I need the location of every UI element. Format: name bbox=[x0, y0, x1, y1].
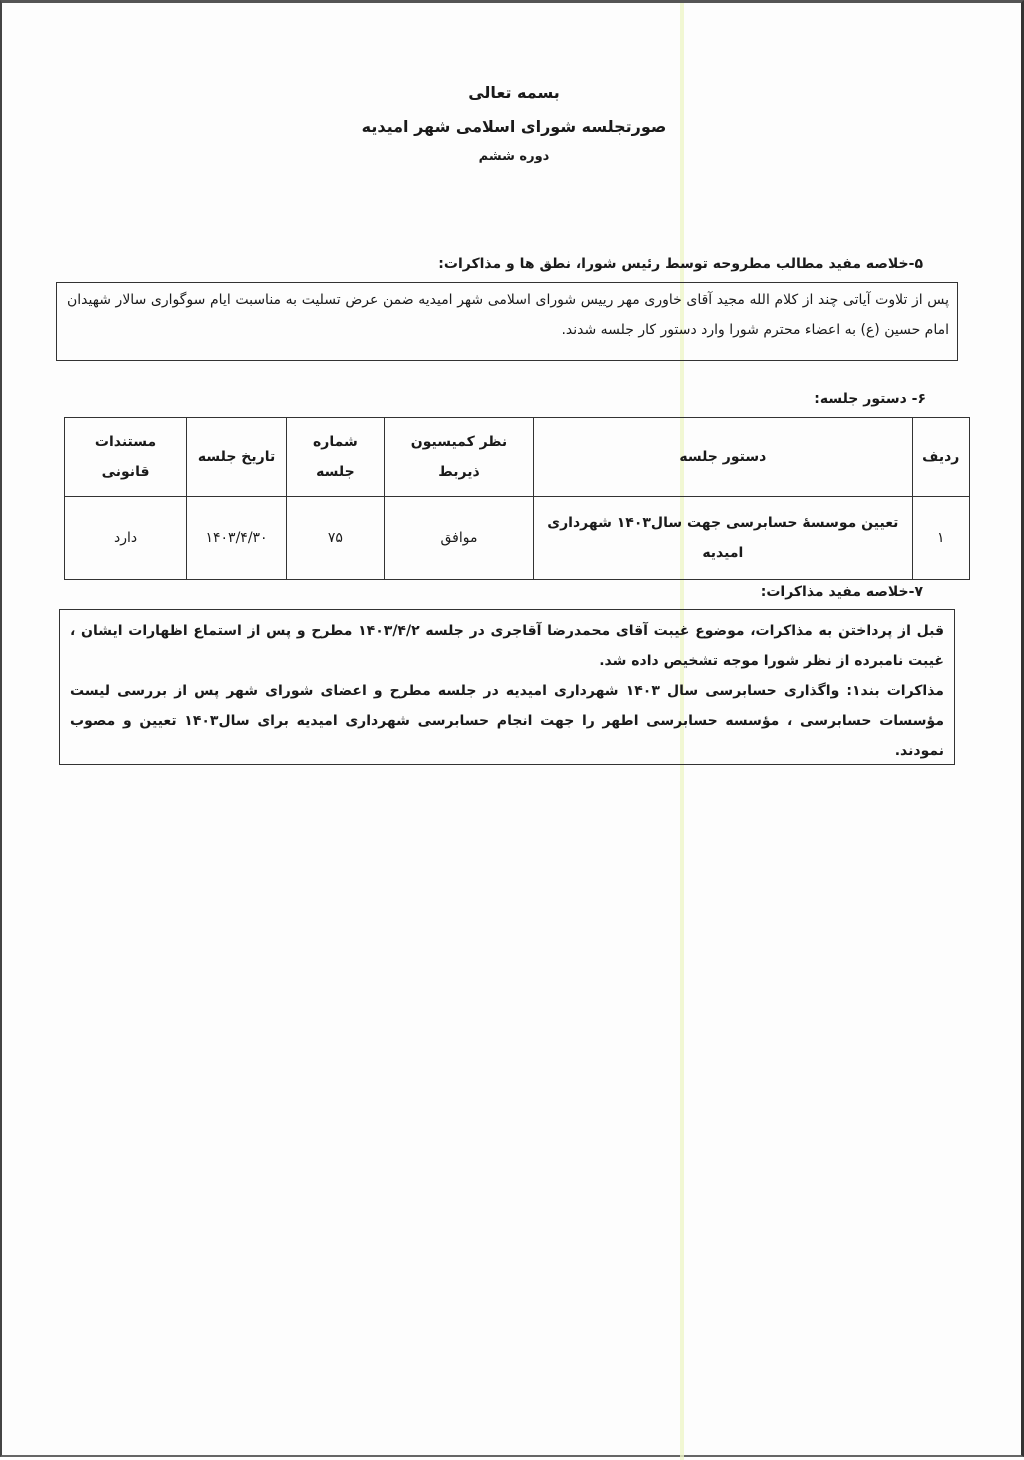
section7-para1: قبل از پرداختن به مذاکرات، موضوع غیبت آقای محمدرضا آقاجری در جلسه ۱۴۰۳/۴/۲ مطرح و پس از استماع اظهارات ایشان ، غیبت نامبرده از نظر شورا موجه تشخیص داده شد. bbox=[70, 623, 944, 669]
col-session-date: تاریخ جلسه bbox=[187, 418, 287, 497]
col-legal-docs: مستندات قانونی bbox=[65, 418, 187, 497]
cell-row: ۱ bbox=[912, 497, 970, 580]
cell-session-number: ۷۵ bbox=[286, 497, 384, 580]
col-agenda: دستور جلسه bbox=[534, 418, 912, 497]
cell-commission: موافق bbox=[384, 497, 533, 580]
council-term: دوره ششم bbox=[478, 149, 550, 164]
table-row bbox=[65, 497, 970, 580]
header-basmala: بسمه تعالی bbox=[468, 83, 560, 102]
col-row: ردیف bbox=[912, 418, 970, 497]
section6-title: ۶- دستور جلسه: bbox=[814, 391, 926, 407]
col-commission: نظر کمیسیون ذیربط bbox=[384, 418, 533, 497]
section5-box bbox=[56, 282, 958, 361]
agenda-table bbox=[64, 417, 970, 580]
cell-session-date: ۱۴۰۳/۴/۳۰ bbox=[187, 497, 287, 580]
section5-body: پس از تلاوت آیاتی چند از کلام الله مجید آقای خاوری مهر رییس شورای اسلامی شهر امیدیه ضمن عرض تسلیت به مناسبت ایام سوگواری سالار شهیدان امام حسین (ع) به اعضاء محترم شورا وارد دستور کار جلسه شدند. bbox=[67, 292, 949, 338]
section7-title: ۷-خلاصه مفید مذاکرات: bbox=[760, 584, 923, 600]
section7-para2: مذاکرات بند۱: واگذاری حسابرسی سال ۱۴۰۳ شهرداری امیدیه در جلسه مطرح و اعضای شورای شهر پس از بررسی لیست مؤسسات حسابرسی ، مؤسسه حسابرسی اطهر را جهت انجام حسابرسی شهرداری امیدیه برای سال۱۴۰۳ تعیین و مصوب نمودند. bbox=[70, 683, 944, 759]
cell-agenda: تعیین موسسهٔ حسابرسی جهت سال۱۴۰۳ شهرداری امیدیه bbox=[534, 497, 912, 580]
cell-legal-docs: دارد bbox=[65, 497, 187, 580]
document-title: صورتجلسه شورای اسلامی شهر امیدیه bbox=[361, 117, 667, 136]
col-session-number: شماره جلسه bbox=[286, 418, 384, 497]
table-header-row bbox=[65, 418, 970, 497]
section7-box bbox=[59, 609, 955, 765]
section5-title: ۵-خلاصه مفید مطالب مطروحه توسط رئیس شورا، نطق ها و مذاکرات: bbox=[438, 256, 923, 272]
